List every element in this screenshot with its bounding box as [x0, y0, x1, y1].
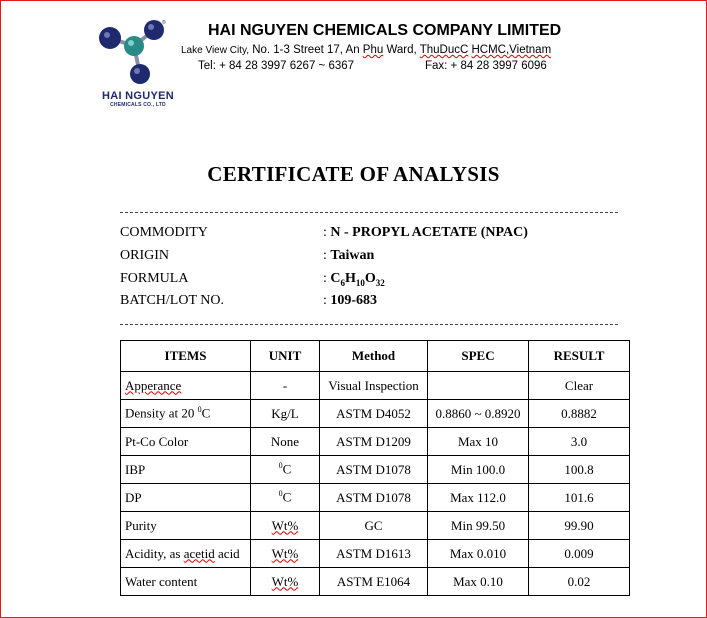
- table-row: [121, 484, 630, 512]
- table-header-row: [121, 341, 630, 372]
- cell-item: DP: [121, 484, 251, 512]
- address-hcmc: HCMC,Vietnam: [471, 44, 552, 56]
- cell-item: Water content: [121, 568, 251, 596]
- cell-result: 99.90: [529, 512, 630, 540]
- cell-method: ASTM D1078: [320, 484, 428, 512]
- table-row: [121, 568, 630, 596]
- cell-unit: $^0$C: [251, 484, 320, 512]
- cell-unit: Wt%: [251, 512, 320, 540]
- analysis-table: [120, 340, 630, 596]
- cell-result: 0.02: [529, 568, 630, 596]
- cell-method: ASTM D1209: [320, 428, 428, 456]
- cell-spec: [428, 372, 529, 400]
- cell-item: Apperance: [121, 372, 251, 400]
- company-tel: Tel: + 84 28 3997 6267 ~ 6367: [198, 60, 355, 72]
- info-value-batch: : 109-683: [323, 293, 378, 308]
- logo-text: HAI NGUYEN: [101, 90, 175, 102]
- cell-unit: None: [251, 428, 320, 456]
- cell-method: ASTM D1613: [320, 540, 428, 568]
- divider-top: [120, 212, 618, 213]
- table-row: [121, 456, 630, 484]
- address-thuduc: ThuDucC: [419, 44, 469, 56]
- divider-bottom: [120, 324, 618, 325]
- cell-method: GC: [320, 512, 428, 540]
- cell-method: Visual Inspection: [320, 372, 428, 400]
- address-ward: Ward,: [383, 44, 420, 56]
- table-row: [121, 540, 630, 568]
- cell-unit: $^0$C: [251, 456, 320, 484]
- cell-result: 100.8: [529, 456, 630, 484]
- table-row: [121, 512, 630, 540]
- svg-text:®: ®: [162, 20, 166, 26]
- cell-result: 0.009: [529, 540, 630, 568]
- company-fax: Fax: + 84 28 3997 6096: [425, 60, 547, 72]
- header-method: Method: [320, 341, 428, 372]
- info-value-formula: : $C_6H_{10}O_{32}$: [323, 271, 385, 288]
- cell-result: Clear: [529, 372, 630, 400]
- document-title: CERTIFICATE OF ANALYSIS: [207, 162, 500, 186]
- cell-spec: Max 10: [428, 428, 529, 456]
- logo-subtext: CHEMICALS CO., LTD: [110, 102, 166, 108]
- cell-spec: Min 100.0: [428, 456, 529, 484]
- cell-unit: -: [251, 372, 320, 400]
- cell-result: 0.8882: [529, 400, 630, 428]
- cell-result: 3.0: [529, 428, 630, 456]
- cell-unit: Kg/L: [251, 400, 320, 428]
- company-name: HAI NGUYEN CHEMICALS COMPANY LIMITED: [208, 22, 562, 39]
- cell-spec: Max 112.0: [428, 484, 529, 512]
- cell-method: ASTM D1078: [320, 456, 428, 484]
- cell-item: Acidity, as acetid acid: [121, 540, 251, 568]
- header-spec: SPEC: [428, 341, 529, 372]
- info-label-formula: FORMULA: [120, 271, 189, 286]
- cell-unit: Wt%: [251, 568, 320, 596]
- cell-method: ASTM E1064: [320, 568, 428, 596]
- address-phu: Phu: [362, 44, 384, 56]
- cell-spec: Min 99.50: [428, 512, 529, 540]
- table-row: [121, 400, 630, 428]
- address-prefix: Lake View City,: [181, 45, 249, 56]
- cell-spec: Max 0.10: [428, 568, 529, 596]
- info-value-commodity: : N - PROPYL ACETATE (NPAC): [323, 225, 528, 240]
- address-rest: No. 1-3 Street 17, An: [249, 44, 363, 56]
- cell-spec: 0.8860 ~ 0.8920: [428, 400, 529, 428]
- cell-unit: Wt%: [251, 540, 320, 568]
- info-label-origin: ORIGIN: [120, 248, 169, 263]
- info-label-commodity: COMMODITY: [120, 225, 208, 240]
- cell-item: IBP: [121, 456, 251, 484]
- company-address: [181, 44, 551, 56]
- cell-item: Purity: [121, 512, 251, 540]
- header-unit: UNIT: [251, 341, 320, 372]
- info-value-origin: : Taiwan: [323, 248, 375, 263]
- cell-item: Pt-Co Color: [121, 428, 251, 456]
- table-row: [121, 428, 630, 456]
- cell-item: Density at 20 $^0$C: [121, 400, 251, 428]
- header-items: ITEMS: [121, 341, 251, 372]
- header-result: RESULT: [529, 341, 630, 372]
- cell-spec: Max 0.010: [428, 540, 529, 568]
- info-label-batch: BATCH/LOT NO.: [120, 293, 224, 308]
- cell-method: ASTM D4052: [320, 400, 428, 428]
- table-row: [121, 372, 630, 400]
- cell-result: 101.6: [529, 484, 630, 512]
